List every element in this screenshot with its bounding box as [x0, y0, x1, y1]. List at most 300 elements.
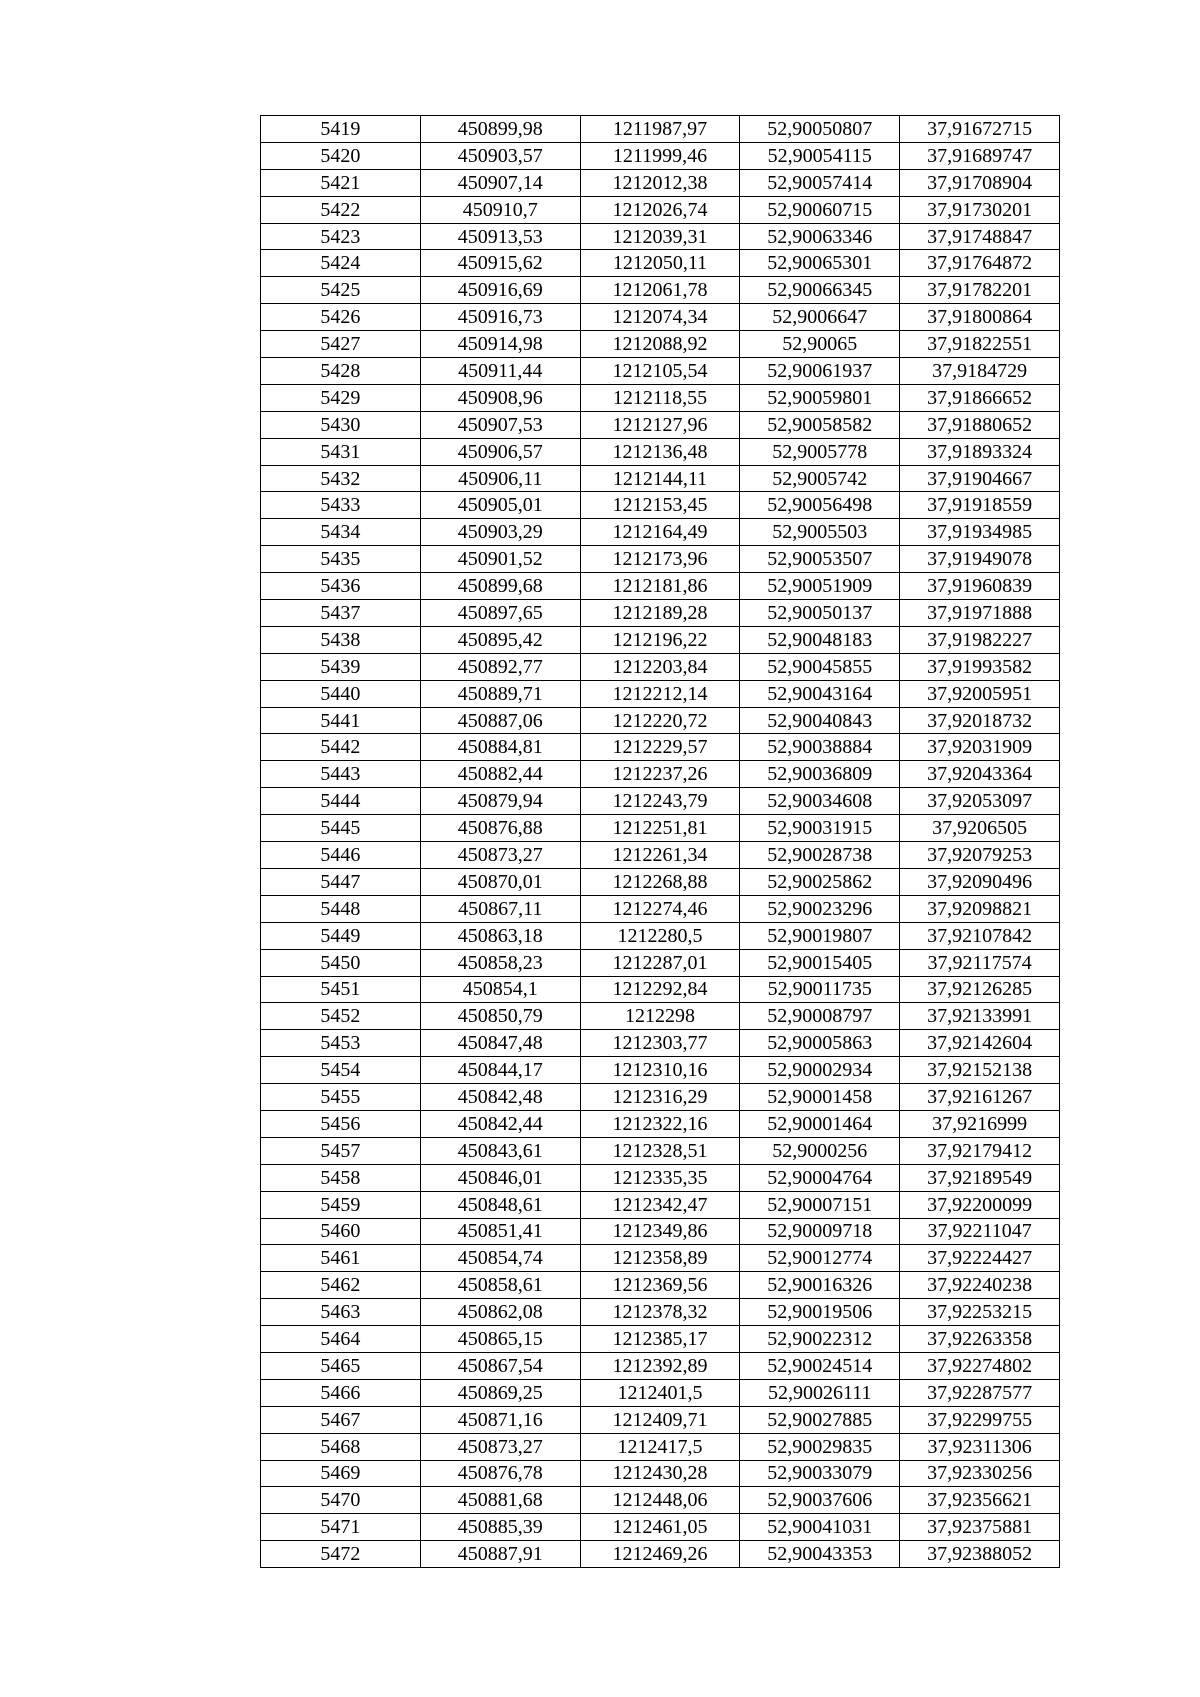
x-coordinate-cell: 450847,48 [420, 1030, 580, 1057]
longitude-cell: 37,91934985 [900, 519, 1060, 546]
table-row [261, 600, 1060, 627]
table-row [261, 815, 1060, 842]
table-row [261, 1379, 1060, 1406]
latitude-cell: 52,90061937 [740, 358, 900, 385]
x-coordinate-cell: 450903,57 [420, 142, 580, 169]
point-number-cell: 5467 [261, 1406, 421, 1433]
point-number-cell: 5464 [261, 1326, 421, 1353]
y-coordinate-cell: 1212461,05 [580, 1514, 740, 1541]
x-coordinate-cell: 450876,78 [420, 1460, 580, 1487]
longitude-cell: 37,91893324 [900, 438, 1060, 465]
y-coordinate-cell: 1212342,47 [580, 1191, 740, 1218]
point-number-cell: 5421 [261, 169, 421, 196]
point-number-cell: 5436 [261, 573, 421, 600]
table-row [261, 788, 1060, 815]
longitude-cell: 37,92031909 [900, 734, 1060, 761]
point-number-cell: 5441 [261, 707, 421, 734]
latitude-cell: 52,90028738 [740, 842, 900, 869]
point-number-cell: 5462 [261, 1272, 421, 1299]
latitude-cell: 52,90001458 [740, 1084, 900, 1111]
latitude-cell: 52,90033079 [740, 1460, 900, 1487]
point-number-cell: 5457 [261, 1137, 421, 1164]
y-coordinate-cell: 1212303,77 [580, 1030, 740, 1057]
longitude-cell: 37,92179412 [900, 1137, 1060, 1164]
table-row [261, 358, 1060, 385]
y-coordinate-cell: 1212212,14 [580, 680, 740, 707]
y-coordinate-cell: 1212153,45 [580, 492, 740, 519]
x-coordinate-cell: 450914,98 [420, 331, 580, 358]
table-row [261, 1057, 1060, 1084]
point-number-cell: 5437 [261, 600, 421, 627]
longitude-cell: 37,91880652 [900, 411, 1060, 438]
table-row [261, 492, 1060, 519]
longitude-cell: 37,92142604 [900, 1030, 1060, 1057]
latitude-cell: 52,90005863 [740, 1030, 900, 1057]
y-coordinate-cell: 1212203,84 [580, 653, 740, 680]
x-coordinate-cell: 450870,01 [420, 868, 580, 895]
longitude-cell: 37,92200099 [900, 1191, 1060, 1218]
y-coordinate-cell: 1211987,97 [580, 116, 740, 143]
latitude-cell: 52,90008797 [740, 1003, 900, 1030]
table-row [261, 384, 1060, 411]
y-coordinate-cell: 1212385,17 [580, 1326, 740, 1353]
table-row [261, 142, 1060, 169]
table-row [261, 976, 1060, 1003]
point-number-cell: 5455 [261, 1084, 421, 1111]
longitude-cell: 37,91748847 [900, 223, 1060, 250]
longitude-cell: 37,92117574 [900, 949, 1060, 976]
longitude-cell: 37,91764872 [900, 250, 1060, 277]
latitude-cell: 52,90054115 [740, 142, 900, 169]
y-coordinate-cell: 1212392,89 [580, 1352, 740, 1379]
x-coordinate-cell: 450895,42 [420, 626, 580, 653]
latitude-cell: 52,90038884 [740, 734, 900, 761]
table-row [261, 250, 1060, 277]
latitude-cell: 52,90043164 [740, 680, 900, 707]
table-row [261, 1110, 1060, 1137]
table-row [261, 1030, 1060, 1057]
point-number-cell: 5435 [261, 546, 421, 573]
longitude-cell: 37,92287577 [900, 1379, 1060, 1406]
point-number-cell: 5458 [261, 1164, 421, 1191]
latitude-cell: 52,9000256 [740, 1137, 900, 1164]
point-number-cell: 5454 [261, 1057, 421, 1084]
longitude-cell: 37,92299755 [900, 1406, 1060, 1433]
y-coordinate-cell: 1212261,34 [580, 842, 740, 869]
y-coordinate-cell: 1212196,22 [580, 626, 740, 653]
x-coordinate-cell: 450842,44 [420, 1110, 580, 1137]
latitude-cell: 52,90053507 [740, 546, 900, 573]
latitude-cell: 52,90024514 [740, 1352, 900, 1379]
longitude-cell: 37,92274802 [900, 1352, 1060, 1379]
latitude-cell: 52,9005778 [740, 438, 900, 465]
x-coordinate-cell: 450903,29 [420, 519, 580, 546]
table-row [261, 707, 1060, 734]
point-number-cell: 5465 [261, 1352, 421, 1379]
table-row [261, 304, 1060, 331]
point-number-cell: 5426 [261, 304, 421, 331]
table-row [261, 868, 1060, 895]
x-coordinate-cell: 450843,61 [420, 1137, 580, 1164]
table-row [261, 1272, 1060, 1299]
point-number-cell: 5452 [261, 1003, 421, 1030]
table-row [261, 169, 1060, 196]
y-coordinate-cell: 1212243,79 [580, 788, 740, 815]
table-row [261, 1299, 1060, 1326]
point-number-cell: 5428 [261, 358, 421, 385]
latitude-cell: 52,90012774 [740, 1245, 900, 1272]
point-number-cell: 5450 [261, 949, 421, 976]
latitude-cell: 52,90002934 [740, 1057, 900, 1084]
x-coordinate-cell: 450887,06 [420, 707, 580, 734]
y-coordinate-cell: 1212280,5 [580, 922, 740, 949]
latitude-cell: 52,90060715 [740, 196, 900, 223]
point-number-cell: 5470 [261, 1487, 421, 1514]
x-coordinate-cell: 450865,15 [420, 1326, 580, 1353]
y-coordinate-cell: 1212430,28 [580, 1460, 740, 1487]
x-coordinate-cell: 450907,53 [420, 411, 580, 438]
longitude-cell: 37,92043364 [900, 761, 1060, 788]
x-coordinate-cell: 450905,01 [420, 492, 580, 519]
y-coordinate-cell: 1212292,84 [580, 976, 740, 1003]
point-number-cell: 5453 [261, 1030, 421, 1057]
x-coordinate-cell: 450862,08 [420, 1299, 580, 1326]
y-coordinate-cell: 1212378,32 [580, 1299, 740, 1326]
point-number-cell: 5444 [261, 788, 421, 815]
x-coordinate-cell: 450871,16 [420, 1406, 580, 1433]
latitude-cell: 52,90043353 [740, 1541, 900, 1568]
point-number-cell: 5423 [261, 223, 421, 250]
y-coordinate-cell: 1212164,49 [580, 519, 740, 546]
x-coordinate-cell: 450879,94 [420, 788, 580, 815]
x-coordinate-cell: 450916,69 [420, 277, 580, 304]
x-coordinate-cell: 450873,27 [420, 1433, 580, 1460]
y-coordinate-cell: 1212074,34 [580, 304, 740, 331]
point-number-cell: 5449 [261, 922, 421, 949]
point-number-cell: 5451 [261, 976, 421, 1003]
y-coordinate-cell: 1212237,26 [580, 761, 740, 788]
x-coordinate-cell: 450854,1 [420, 976, 580, 1003]
table-row [261, 1218, 1060, 1245]
x-coordinate-cell: 450910,7 [420, 196, 580, 223]
y-coordinate-cell: 1212349,86 [580, 1218, 740, 1245]
table-row [261, 1084, 1060, 1111]
longitude-cell: 37,92263358 [900, 1326, 1060, 1353]
latitude-cell: 52,90056498 [740, 492, 900, 519]
point-number-cell: 5443 [261, 761, 421, 788]
table-row [261, 949, 1060, 976]
y-coordinate-cell: 1212274,46 [580, 895, 740, 922]
y-coordinate-cell: 1212105,54 [580, 358, 740, 385]
latitude-cell: 52,9005503 [740, 519, 900, 546]
longitude-cell: 37,91672715 [900, 116, 1060, 143]
point-number-cell: 5430 [261, 411, 421, 438]
point-number-cell: 5459 [261, 1191, 421, 1218]
y-coordinate-cell: 1212173,96 [580, 546, 740, 573]
longitude-cell: 37,92018732 [900, 707, 1060, 734]
table-row [261, 895, 1060, 922]
point-number-cell: 5440 [261, 680, 421, 707]
longitude-cell: 37,91689747 [900, 142, 1060, 169]
longitude-cell: 37,92375881 [900, 1514, 1060, 1541]
longitude-cell: 37,92133991 [900, 1003, 1060, 1030]
longitude-cell: 37,91800864 [900, 304, 1060, 331]
y-coordinate-cell: 1212026,74 [580, 196, 740, 223]
longitude-cell: 37,92126285 [900, 976, 1060, 1003]
x-coordinate-cell: 450907,14 [420, 169, 580, 196]
x-coordinate-cell: 450916,73 [420, 304, 580, 331]
longitude-cell: 37,9206505 [900, 815, 1060, 842]
table-row [261, 626, 1060, 653]
table-row [261, 1514, 1060, 1541]
table-row [261, 734, 1060, 761]
latitude-cell: 52,90015405 [740, 949, 900, 976]
y-coordinate-cell: 1212061,78 [580, 277, 740, 304]
latitude-cell: 52,90050137 [740, 600, 900, 627]
table-row [261, 1541, 1060, 1568]
point-number-cell: 5469 [261, 1460, 421, 1487]
y-coordinate-cell: 1212409,71 [580, 1406, 740, 1433]
y-coordinate-cell: 1212401,5 [580, 1379, 740, 1406]
x-coordinate-cell: 450884,81 [420, 734, 580, 761]
x-coordinate-cell: 450858,23 [420, 949, 580, 976]
y-coordinate-cell: 1212144,11 [580, 465, 740, 492]
x-coordinate-cell: 450863,18 [420, 922, 580, 949]
table-row [261, 465, 1060, 492]
table-row [261, 680, 1060, 707]
longitude-cell: 37,9216999 [900, 1110, 1060, 1137]
x-coordinate-cell: 450899,68 [420, 573, 580, 600]
point-number-cell: 5456 [261, 1110, 421, 1137]
point-number-cell: 5460 [261, 1218, 421, 1245]
latitude-cell: 52,90007151 [740, 1191, 900, 1218]
y-coordinate-cell: 1212335,35 [580, 1164, 740, 1191]
table-row [261, 411, 1060, 438]
latitude-cell: 52,90037606 [740, 1487, 900, 1514]
x-coordinate-cell: 450906,57 [420, 438, 580, 465]
point-number-cell: 5425 [261, 277, 421, 304]
coordinates-table-body [261, 116, 1060, 1568]
point-number-cell: 5424 [261, 250, 421, 277]
table-row [261, 196, 1060, 223]
y-coordinate-cell: 1212322,16 [580, 1110, 740, 1137]
longitude-cell: 37,91782201 [900, 277, 1060, 304]
latitude-cell: 52,90048183 [740, 626, 900, 653]
longitude-cell: 37,92079253 [900, 842, 1060, 869]
x-coordinate-cell: 450873,27 [420, 842, 580, 869]
table-row [261, 438, 1060, 465]
longitude-cell: 37,92005951 [900, 680, 1060, 707]
x-coordinate-cell: 450867,54 [420, 1352, 580, 1379]
point-number-cell: 5471 [261, 1514, 421, 1541]
latitude-cell: 52,90019807 [740, 922, 900, 949]
longitude-cell: 37,92098821 [900, 895, 1060, 922]
y-coordinate-cell: 1212448,06 [580, 1487, 740, 1514]
y-coordinate-cell: 1212316,29 [580, 1084, 740, 1111]
point-number-cell: 5420 [261, 142, 421, 169]
point-number-cell: 5429 [261, 384, 421, 411]
table-row [261, 1406, 1060, 1433]
table-row [261, 1245, 1060, 1272]
latitude-cell: 52,9006647 [740, 304, 900, 331]
latitude-cell: 52,90058582 [740, 411, 900, 438]
coordinates-table [260, 115, 1060, 1568]
longitude-cell: 37,91708904 [900, 169, 1060, 196]
x-coordinate-cell: 450908,96 [420, 384, 580, 411]
table-row [261, 1137, 1060, 1164]
y-coordinate-cell: 1212358,89 [580, 1245, 740, 1272]
latitude-cell: 52,90066345 [740, 277, 900, 304]
longitude-cell: 37,91918559 [900, 492, 1060, 519]
latitude-cell: 52,9005742 [740, 465, 900, 492]
point-number-cell: 5431 [261, 438, 421, 465]
longitude-cell: 37,91982227 [900, 626, 1060, 653]
longitude-cell: 37,92240238 [900, 1272, 1060, 1299]
y-coordinate-cell: 1212050,11 [580, 250, 740, 277]
point-number-cell: 5422 [261, 196, 421, 223]
y-coordinate-cell: 1212310,16 [580, 1057, 740, 1084]
latitude-cell: 52,90029835 [740, 1433, 900, 1460]
y-coordinate-cell: 1212189,28 [580, 600, 740, 627]
table-row [261, 277, 1060, 304]
y-coordinate-cell: 1212298 [580, 1003, 740, 1030]
latitude-cell: 52,90051909 [740, 573, 900, 600]
y-coordinate-cell: 1212287,01 [580, 949, 740, 976]
table-row [261, 653, 1060, 680]
x-coordinate-cell: 450854,74 [420, 1245, 580, 1272]
longitude-cell: 37,92311306 [900, 1433, 1060, 1460]
x-coordinate-cell: 450851,41 [420, 1218, 580, 1245]
longitude-cell: 37,91822551 [900, 331, 1060, 358]
y-coordinate-cell: 1212229,57 [580, 734, 740, 761]
x-coordinate-cell: 450858,61 [420, 1272, 580, 1299]
longitude-cell: 37,9184729 [900, 358, 1060, 385]
x-coordinate-cell: 450881,68 [420, 1487, 580, 1514]
y-coordinate-cell: 1212469,26 [580, 1541, 740, 1568]
x-coordinate-cell: 450850,79 [420, 1003, 580, 1030]
point-number-cell: 5419 [261, 116, 421, 143]
table-row [261, 1191, 1060, 1218]
point-number-cell: 5463 [261, 1299, 421, 1326]
longitude-cell: 37,92224427 [900, 1245, 1060, 1272]
x-coordinate-cell: 450901,52 [420, 546, 580, 573]
longitude-cell: 37,92152138 [900, 1057, 1060, 1084]
x-coordinate-cell: 450915,62 [420, 250, 580, 277]
point-number-cell: 5448 [261, 895, 421, 922]
table-row [261, 546, 1060, 573]
longitude-cell: 37,91866652 [900, 384, 1060, 411]
x-coordinate-cell: 450882,44 [420, 761, 580, 788]
point-number-cell: 5468 [261, 1433, 421, 1460]
latitude-cell: 52,90009718 [740, 1218, 900, 1245]
latitude-cell: 52,90001464 [740, 1110, 900, 1137]
longitude-cell: 37,92356621 [900, 1487, 1060, 1514]
point-number-cell: 5445 [261, 815, 421, 842]
point-number-cell: 5442 [261, 734, 421, 761]
latitude-cell: 52,90065 [740, 331, 900, 358]
point-number-cell: 5472 [261, 1541, 421, 1568]
latitude-cell: 52,90065301 [740, 250, 900, 277]
x-coordinate-cell: 450889,71 [420, 680, 580, 707]
longitude-cell: 37,92211047 [900, 1218, 1060, 1245]
x-coordinate-cell: 450869,25 [420, 1379, 580, 1406]
y-coordinate-cell: 1212417,5 [580, 1433, 740, 1460]
x-coordinate-cell: 450876,88 [420, 815, 580, 842]
x-coordinate-cell: 450885,39 [420, 1514, 580, 1541]
y-coordinate-cell: 1212328,51 [580, 1137, 740, 1164]
table-row [261, 331, 1060, 358]
longitude-cell: 37,91971888 [900, 600, 1060, 627]
point-number-cell: 5466 [261, 1379, 421, 1406]
table-row [261, 1460, 1060, 1487]
y-coordinate-cell: 1212251,81 [580, 815, 740, 842]
point-number-cell: 5461 [261, 1245, 421, 1272]
longitude-cell: 37,91960839 [900, 573, 1060, 600]
latitude-cell: 52,90011735 [740, 976, 900, 1003]
latitude-cell: 52,90025862 [740, 868, 900, 895]
latitude-cell: 52,90023296 [740, 895, 900, 922]
x-coordinate-cell: 450913,53 [420, 223, 580, 250]
latitude-cell: 52,90050807 [740, 116, 900, 143]
x-coordinate-cell: 450846,01 [420, 1164, 580, 1191]
x-coordinate-cell: 450867,11 [420, 895, 580, 922]
latitude-cell: 52,90016326 [740, 1272, 900, 1299]
longitude-cell: 37,92107842 [900, 922, 1060, 949]
longitude-cell: 37,91730201 [900, 196, 1060, 223]
longitude-cell: 37,91904667 [900, 465, 1060, 492]
table-row [261, 573, 1060, 600]
latitude-cell: 52,90041031 [740, 1514, 900, 1541]
longitude-cell: 37,92330256 [900, 1460, 1060, 1487]
table-row [261, 922, 1060, 949]
y-coordinate-cell: 1212220,72 [580, 707, 740, 734]
point-number-cell: 5434 [261, 519, 421, 546]
y-coordinate-cell: 1212127,96 [580, 411, 740, 438]
x-coordinate-cell: 450897,65 [420, 600, 580, 627]
x-coordinate-cell: 450892,77 [420, 653, 580, 680]
latitude-cell: 52,90059801 [740, 384, 900, 411]
latitude-cell: 52,90004764 [740, 1164, 900, 1191]
latitude-cell: 52,90057414 [740, 169, 900, 196]
latitude-cell: 52,90026111 [740, 1379, 900, 1406]
y-coordinate-cell: 1212012,38 [580, 169, 740, 196]
point-number-cell: 5446 [261, 842, 421, 869]
x-coordinate-cell: 450842,48 [420, 1084, 580, 1111]
table-row [261, 1352, 1060, 1379]
y-coordinate-cell: 1212369,56 [580, 1272, 740, 1299]
x-coordinate-cell: 450906,11 [420, 465, 580, 492]
latitude-cell: 52,90036809 [740, 761, 900, 788]
longitude-cell: 37,92253215 [900, 1299, 1060, 1326]
y-coordinate-cell: 1212039,31 [580, 223, 740, 250]
y-coordinate-cell: 1211999,46 [580, 142, 740, 169]
longitude-cell: 37,92161267 [900, 1084, 1060, 1111]
table-row [261, 519, 1060, 546]
longitude-cell: 37,92053097 [900, 788, 1060, 815]
latitude-cell: 52,90063346 [740, 223, 900, 250]
latitude-cell: 52,90019506 [740, 1299, 900, 1326]
latitude-cell: 52,90031915 [740, 815, 900, 842]
table-row [261, 223, 1060, 250]
x-coordinate-cell: 450848,61 [420, 1191, 580, 1218]
y-coordinate-cell: 1212118,55 [580, 384, 740, 411]
table-row [261, 842, 1060, 869]
x-coordinate-cell: 450844,17 [420, 1057, 580, 1084]
point-number-cell: 5438 [261, 626, 421, 653]
longitude-cell: 37,92090496 [900, 868, 1060, 895]
y-coordinate-cell: 1212088,92 [580, 331, 740, 358]
y-coordinate-cell: 1212136,48 [580, 438, 740, 465]
